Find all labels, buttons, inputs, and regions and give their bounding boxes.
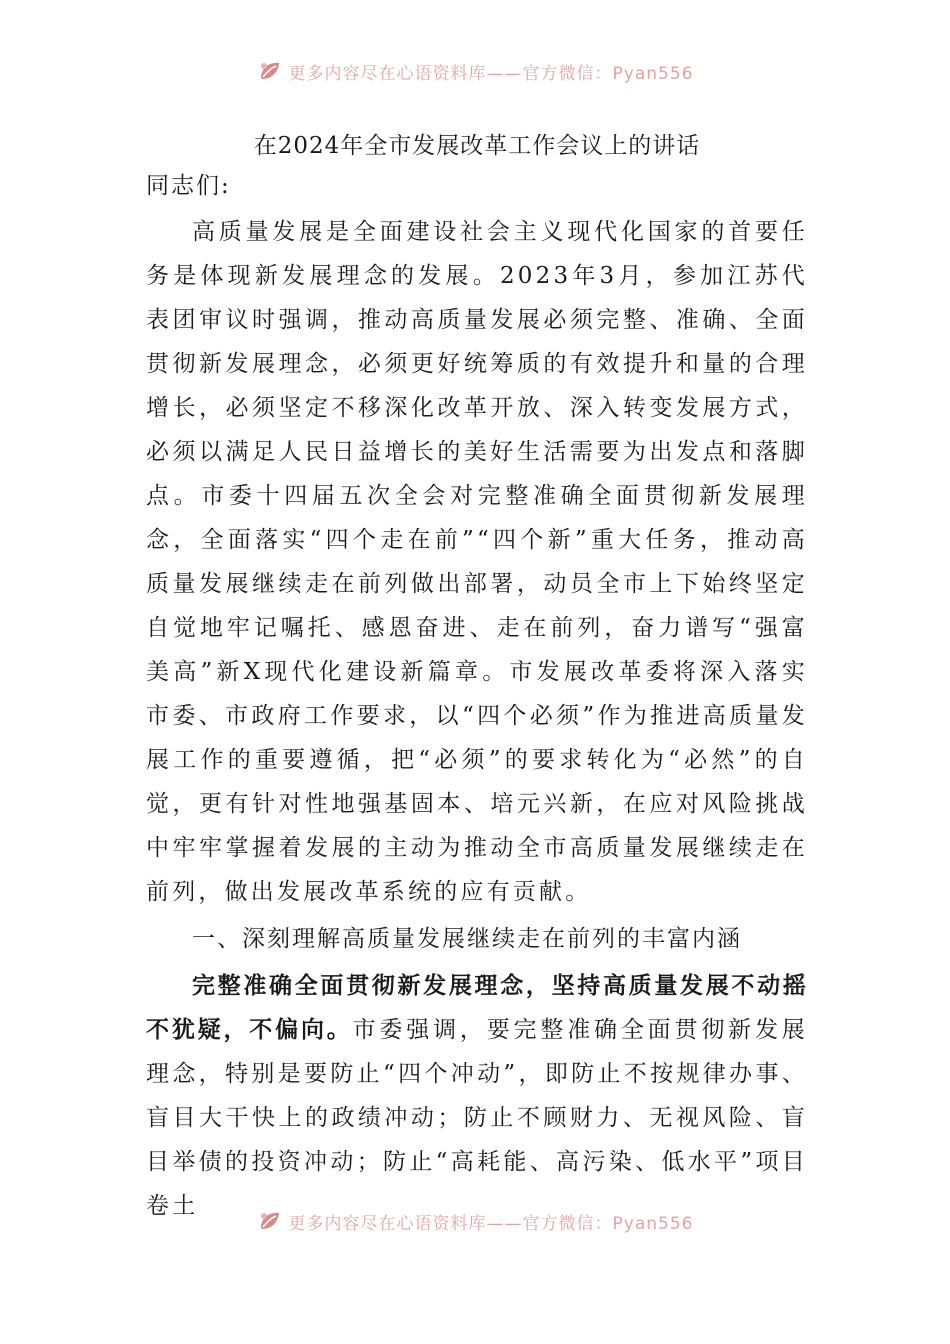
watermark-text: 更多内容尽在心语资料库——官方微信：Pyan556: [288, 63, 694, 84]
watermark-footer: [0, 1206, 950, 1236]
section-heading-1: 一、深刻理解高质量发展继续走在前列的丰富内涵: [192, 926, 742, 952]
document-body: [146, 126, 808, 1228]
greeting: 同志们:: [146, 173, 231, 199]
watermark-header: [0, 56, 950, 86]
watermark-text: 更多内容尽在心语资料库——官方微信：Pyan556: [288, 1213, 694, 1234]
paragraph-1: 高质量发展是全面建设社会主义现代化国家的首要任务是体现新发展理念的发展。2023年3月，参加江苏代表团审议时强调，推动高质量发展必须完整、准确、全面贯彻新发展理念，必须更好统筹质的有效提升和量的合理增长，必须坚定不移深化改革开放、深入转变发展方式，必须以满足人民日益增长的美好生活需要为出发点和落脚点。市委十四届五次全会对完整准确全面贯彻新发展理念，全面落实“四个走在前”“四个新”重大任务，推动高质量发展继续走在前列做出部署，动员全市上下始终坚定自觉地牢记嘱托、感恩奋进、走在前列，奋力谱写“强富美高”新X现代化建设新篇章。市发展改革委将深入落实市委、市政府工作要求，以“四个必须”作为推进高质量发展工作的重要遵循，把“必须”的要求转化为“必然”的自觉，更有针对性地强基固本、培元兴新，在应对风险挑战中牢牢掌握着发展的主动为推动全市高质量发展继续走在前列，做出发展改革系统的应有贡献。: [146, 219, 808, 905]
leaf-logo-icon: [257, 1208, 283, 1234]
paragraph-2-body: 市委强调，要完整准确全面贯彻新发展理念，特别是要防止“四个冲动”，即防止不按规律办事、盲目大干快上的政绩冲动；防止不顾财力、无视风险、盲目举债的投资冲动；防止“高耗能、高污染、低水平”项目卷土: [146, 1017, 808, 1219]
paragraph-2-bold-lead: 完整准确全面贯彻新发展理念，坚持高质量发展不动摇不犹疑，不偏向。: [146, 973, 808, 1043]
document-title: 在2024年全市发展改革工作会议上的讲话: [253, 133, 701, 159]
leaf-logo-icon: [257, 58, 283, 84]
paragraph-2: [146, 964, 808, 1228]
